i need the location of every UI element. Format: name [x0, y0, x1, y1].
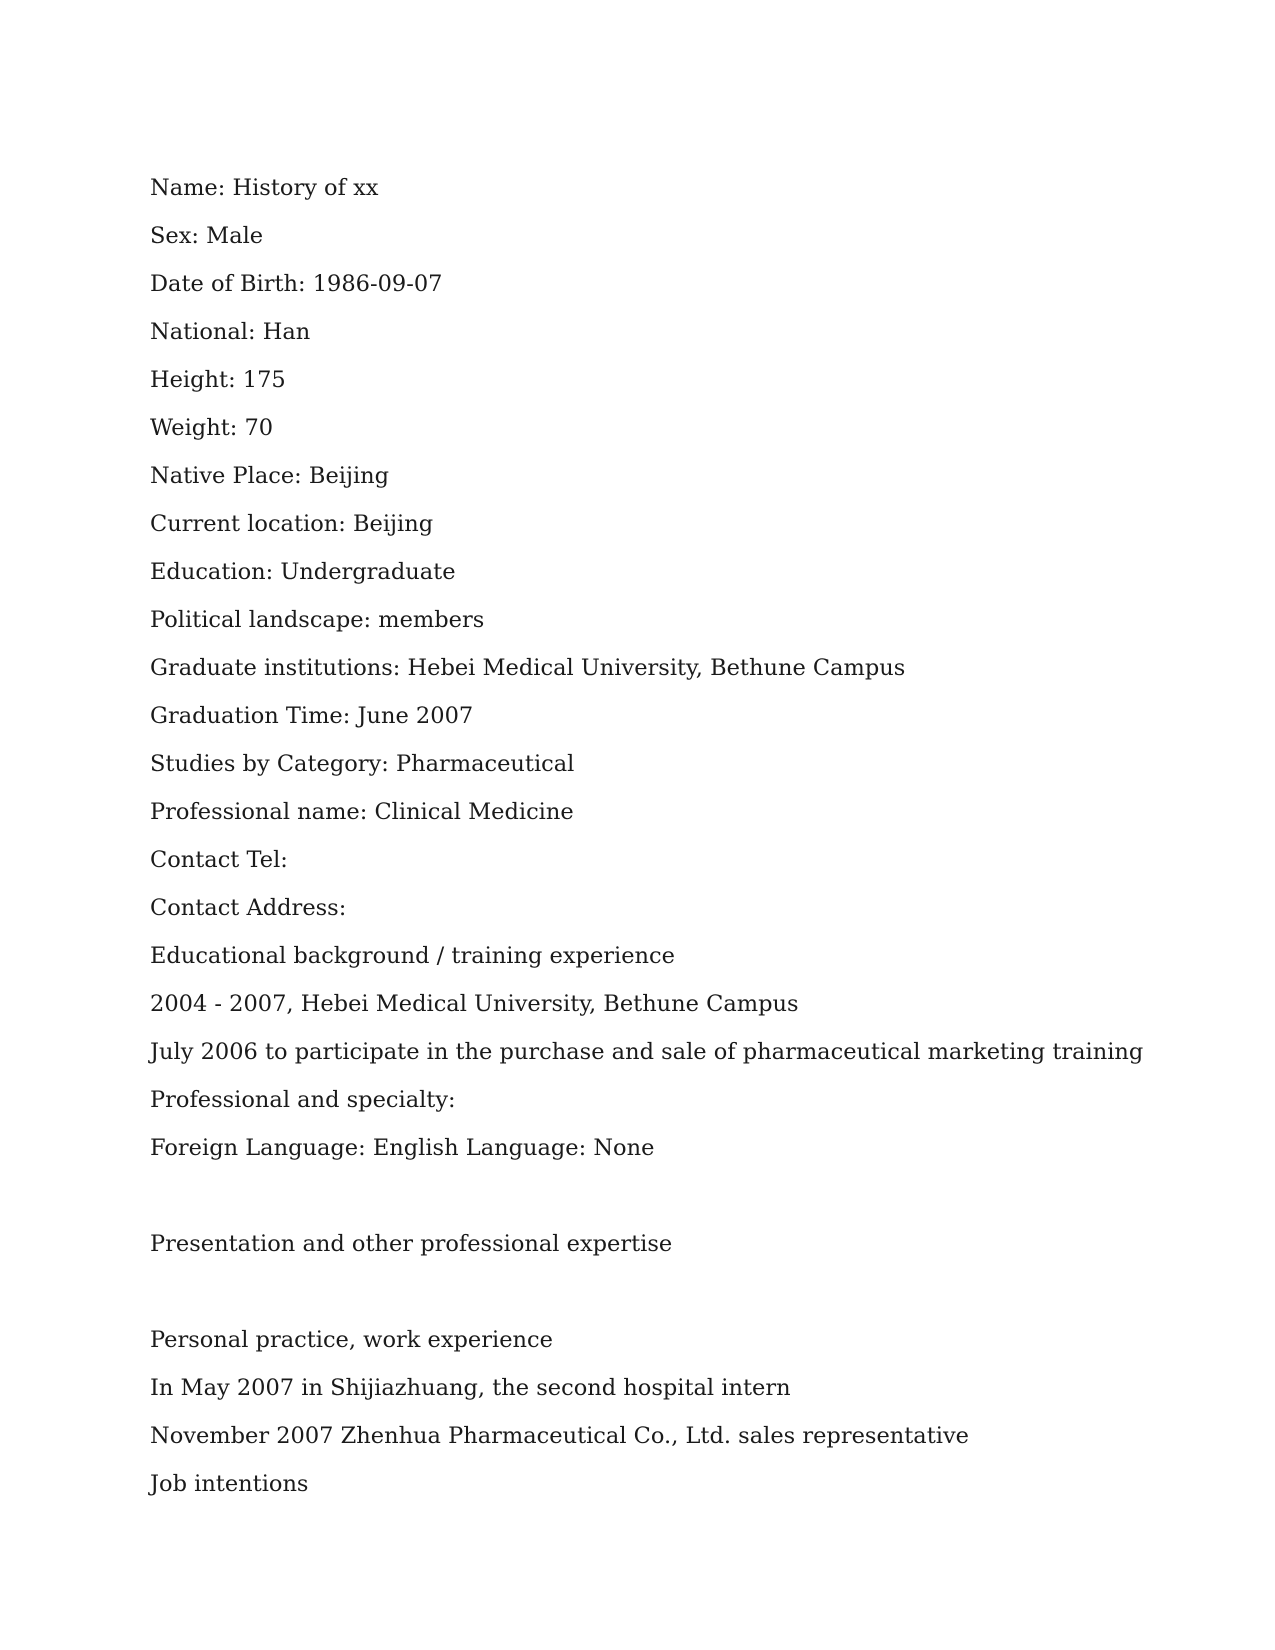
date-of-birth-line: Date of Birth: 1986-09-07: [150, 271, 443, 297]
blank-line: [150, 1268, 1150, 1316]
nationality-line: National: Han: [150, 319, 311, 345]
graduate-institution-line: Graduate institutions: Hebei Medical University, Bethune Campus: [150, 655, 906, 681]
height-line: Height: 175: [150, 367, 286, 393]
education-line: Education: Undergraduate: [150, 559, 456, 585]
sex-line: Sex: Male: [150, 223, 264, 249]
political-landscape-line: Political landscape: members: [150, 607, 485, 633]
current-location-line: Current location: Beijing: [150, 511, 434, 537]
foreign-language-line: Foreign Language: English Language: None: [150, 1135, 655, 1161]
specialty-heading: Professional and specialty:: [150, 1087, 456, 1113]
native-place-line: Native Place: Beijing: [150, 463, 390, 489]
work-experience-entry: In May 2007 in Shijiazhuang, the second hospital intern: [150, 1375, 791, 1401]
contact-tel-line: Contact Tel:: [150, 847, 288, 873]
study-category-line: Studies by Category: Pharmaceutical: [150, 751, 575, 777]
contact-address-line: Contact Address:: [150, 895, 347, 921]
work-experience-heading: Personal practice, work experience: [150, 1327, 553, 1353]
work-experience-entry: November 2007 Zhenhua Pharmaceutical Co., Ltd. sales representative: [150, 1423, 969, 1449]
graduation-time-line: Graduation Time: June 2007: [150, 703, 474, 729]
weight-line: Weight: 70: [150, 415, 274, 441]
education-heading: Educational background / training experience: [150, 943, 675, 969]
resume-body: [150, 164, 1150, 1508]
professional-name-line: Professional name: Clinical Medicine: [150, 799, 574, 825]
name-line: Name: History of xx: [150, 175, 379, 201]
training-entry: July 2006 to participate in the purchase and sale of pharmaceutical marketing training: [150, 1039, 1144, 1065]
blank-line: [150, 1172, 1150, 1220]
expertise-heading: Presentation and other professional expertise: [150, 1231, 673, 1257]
education-entry: 2004 - 2007, Hebei Medical University, Bethune Campus: [150, 991, 799, 1017]
job-intentions-heading: Job intentions: [150, 1471, 309, 1497]
